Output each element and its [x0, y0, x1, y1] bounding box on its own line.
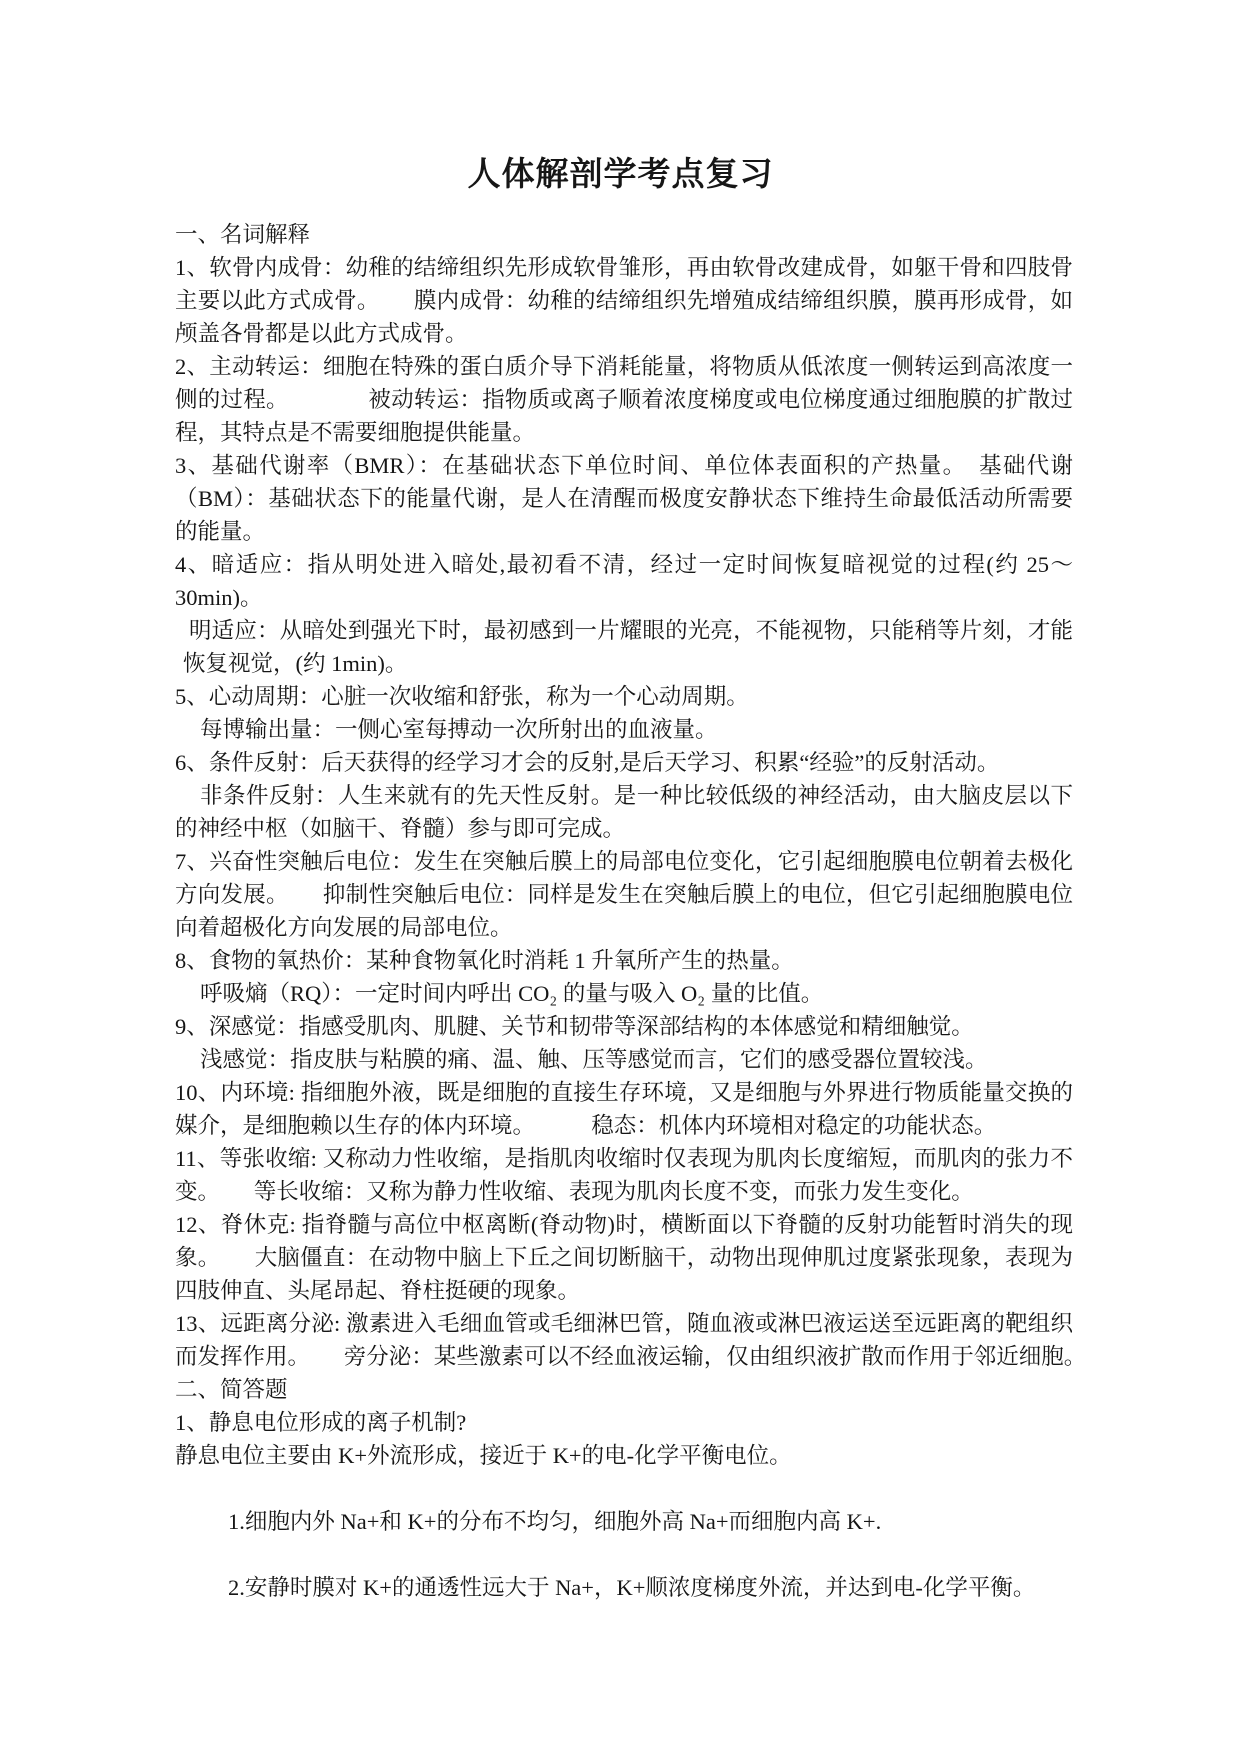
document-line: 4、暗适应：指从明处进入暗处,最初看不清，经过一定时间恢复暗视觉的过程(约 25～ — [175, 552, 1073, 577]
document-line: 11、等张收缩: 又称动力性收缩，是指肌肉收缩时仅表现为肌肉长度缩短，而肌肉的张力不 — [175, 1146, 1073, 1171]
document-line — [175, 1538, 1073, 1571]
document-line: 静息电位主要由 K+外流形成，接近于 K+的电-化学平衡电位。 — [175, 1443, 792, 1468]
document-line: （BM）：基础状态下的能量代谢，是人在清醒而极度安静状态下维持生命最低活动所需要 — [175, 486, 1073, 511]
document-line: 媒介，是细胞赖以生存的体内环境。 稳态：机体内环境相对稳定的功能状态。 — [175, 1113, 997, 1138]
document-line: 向着超极化方向发展的局部电位。 — [175, 915, 513, 940]
document-line: 的能量。 — [175, 519, 266, 544]
document-line: 浅感觉：指皮肤与粘膜的痛、温、触、压等感觉而言，它们的感受器位置较浅。 — [200, 1047, 988, 1072]
document-line: 主要以此方式成骨。 膜内成骨：幼稚的结缔组织先增殖成结缔组织膜，膜再形成骨，如 — [175, 288, 1073, 313]
document-line: 12、脊休克: 指脊髓与高位中枢离断(脊动物)时，横断面以下脊髓的反射功能暂时消失的现 — [175, 1212, 1073, 1237]
document-line: 13、远距离分泌: 激素进入毛细血管或毛细淋巴管，随血液或淋巴液运送至远距离的靶组织 — [175, 1311, 1073, 1336]
document-line: 四肢伸直、头尾昂起、脊柱挺硬的现象。 — [175, 1278, 581, 1303]
document-line: 8、食物的氧热价：某种食物氧化时消耗 1 升氧所产生的热量。 — [175, 948, 794, 973]
document-line: 非条件反射：人生来就有的先天性反射。是一种比较低级的神经活动，由大脑皮层以下 — [200, 783, 1073, 808]
document-line: 象。 大脑僵直：在动物中脑上下丘之间切断脑干，动物出现伸肌过度紧张现象，表现为 — [175, 1245, 1073, 1270]
document-line: 1、静息电位形成的离子机制? — [175, 1410, 467, 1435]
document-line: 6、条件反射：后天获得的经学习才会的反射,是后天学习、积累“经验”的反射活动。 — [175, 750, 1000, 775]
document-line — [175, 1472, 1073, 1505]
document-line: 10、内环境: 指细胞外液，既是细胞的直接生存环境，又是细胞与外界进行物质能量交换的 — [175, 1080, 1073, 1105]
document-line: 变。 等长收缩：又称为静力性收缩、表现为肌肉长度不变，而张力发生变化。 — [175, 1179, 974, 1204]
document-line: 恢复视觉，(约 1min)。 — [183, 651, 408, 676]
document-line: 1、软骨内成骨：幼稚的结缔组织先形成软骨雏形，再由软骨改建成骨，如躯干骨和四肢骨 — [175, 255, 1073, 280]
document-line: 5、心动周期：心脏一次收缩和舒张，称为一个心动周期。 — [175, 684, 749, 709]
document-line: 2.安静时膜对 K+的通透性远大于 Na+，K+顺浓度梯度外流，并达到电-化学平衡。 — [228, 1575, 1036, 1600]
document-line: 9、深感觉：指感受肌肉、肌腱、关节和韧带等深部结构的本体感觉和精细触觉。 — [175, 1014, 974, 1039]
document-line: 而发挥作用。 旁分泌：某些激素可以不经血液运输，仅由组织液扩散而作用于邻近细胞。 — [175, 1344, 1087, 1369]
page-title: 人体解剖学考点复习 — [467, 157, 774, 193]
document-line: 二、简答题 — [175, 1377, 288, 1402]
document-line: 明适应：从暗处到强光下时，最初感到一片耀眼的光亮，不能视物，只能稍等片刻，才能 — [189, 618, 1073, 643]
document-line: 2、主动转运：细胞在特殊的蛋白质介导下消耗能量，将物质从低浓度一侧转运到高浓度一 — [175, 354, 1073, 379]
document-line: 侧的过程。 被动转运：指物质或离子顺着浓度梯度或电位梯度通过细胞膜的扩散过 — [175, 387, 1073, 412]
document-line: 方向发展。 抑制性突触后电位：同样是发生在突触后膜上的电位，但它引起细胞膜电位 — [175, 882, 1073, 907]
document-body — [0, 218, 1241, 1604]
document-line: 一、名词解释 — [175, 222, 311, 247]
document-line: 程，其特点是不需要细胞提供能量。 — [175, 420, 536, 445]
document-line: 7、兴奋性突触后电位：发生在突触后膜上的局部电位变化，它引起细胞膜电位朝着去极化 — [175, 849, 1073, 874]
document-line: 的神经中枢（如脑干、脊髓）参与即可完成。 — [175, 816, 626, 841]
document-line: 3、基础代谢率（BMR）：在基础状态下单位时间、单位体表面积的产热量。 基础代谢 — [175, 453, 1073, 478]
document-line: 颅盖各骨都是以此方式成骨。 — [175, 321, 468, 346]
document-line: 每博输出量：一侧心室每搏动一次所射出的血液量。 — [200, 717, 718, 742]
document-line: 30min)。 — [175, 585, 263, 610]
document-line: 1.细胞内外 Na+和 K+的分布不均匀，细胞外高 Na+而细胞内高 K+. — [228, 1509, 882, 1534]
document-line: 呼吸熵（RQ）：一定时间内呼出 CO₂ 的量与吸入 O₂ 量的比值。 — [200, 981, 824, 1006]
